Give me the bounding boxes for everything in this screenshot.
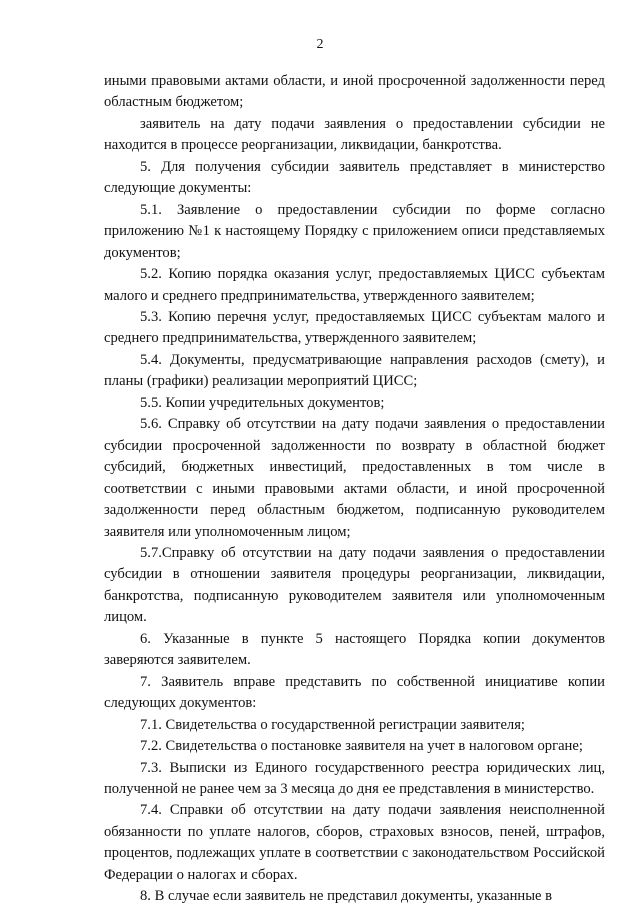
paragraph: 8. В случае если заявитель не представил документы, указанные в [140,888,553,905]
paragraph: 7.2. Свидетельства о постановке заявителя на учет в налоговом органе; [140,738,583,755]
paragraph: 5.1. Заявление о предоставлении субсидии по форме согласно приложению №1 к настоящему Порядку с приложением описи представляемых документов; [104,201,605,261]
document-body [104,71,605,908]
paragraph: 6. Указанные в пункте 5 настоящего Порядка копии документов заверяются заявителем. [104,630,605,669]
paragraph: 5.4. Документы, предусматривающие направления расходов (смету), и планы (графики) реализации мероприятий ЦИСС; [104,351,605,390]
paragraph: 5. Для получения субсидии заявитель представляет в министерство следующие документы: [104,158,605,197]
paragraph: 7. Заявитель вправе представить по собственной инициативе копии следующих документов: [104,673,605,712]
paragraph: 7.1. Свидетельства о государственной регистрации заявителя; [140,716,525,733]
paragraph: 7.3. Выписки из Единого государственного реестра юридических лиц, полученной не ранее чем за 3 месяца до дня ее представления в министерство. [104,759,605,797]
paragraph: 5.5. Копии учредительных документов; [140,394,385,411]
paragraph: 5.2. Копию порядка оказания услуг, предоставляемых ЦИСС субъектам малого и среднего предпринимательства, утвержденного заявителем; [104,266,605,304]
paragraph: 5.6. Справку об отсутствии на дату подачи заявления о предоставлении субсидии просроченной задолженности по возврату в областной бюджет субсидий, бюджетных инвестиций, предоставленных в том числе в соответствии с иными правовыми актами области, и иной просроченной задолженности перед областным бюджетом, подписанную руководителем заявителя или уполномоченным лицом; [104,416,605,540]
paragraph: заявитель на дату подачи заявления о предоставлении субсидии не находится в процессе реорганизации, ликвидации, банкротства. [104,115,605,154]
continued-paragraph: иными правовыми актами области, и иной просроченной задолженности перед областным бюджетом; [104,73,605,111]
page-number: 2 [316,37,324,52]
paragraph: 7.4. Справки об отсутствии на дату подачи заявления неисполненной обязанности по уплате налогов, сборов, страховых взносов, пеней, штрафов, процентов, подлежащих уплате в соответствии с законодательством Российской Федерации о налогах и сборах. [104,802,605,883]
paragraph: 5.3. Копию перечня услуг, предоставляемых ЦИСС субъектам малого и среднего предпринимательства, утвержденного заявителем; [104,308,605,347]
paragraph: 5.7.Справку об отсутствии на дату подачи заявления о предоставлении субсидии в отношении заявителя процедуры реорганизации, ликвидации, банкротства, подписанную руководителем заявителя или уполномоченным лицом. [104,544,605,626]
